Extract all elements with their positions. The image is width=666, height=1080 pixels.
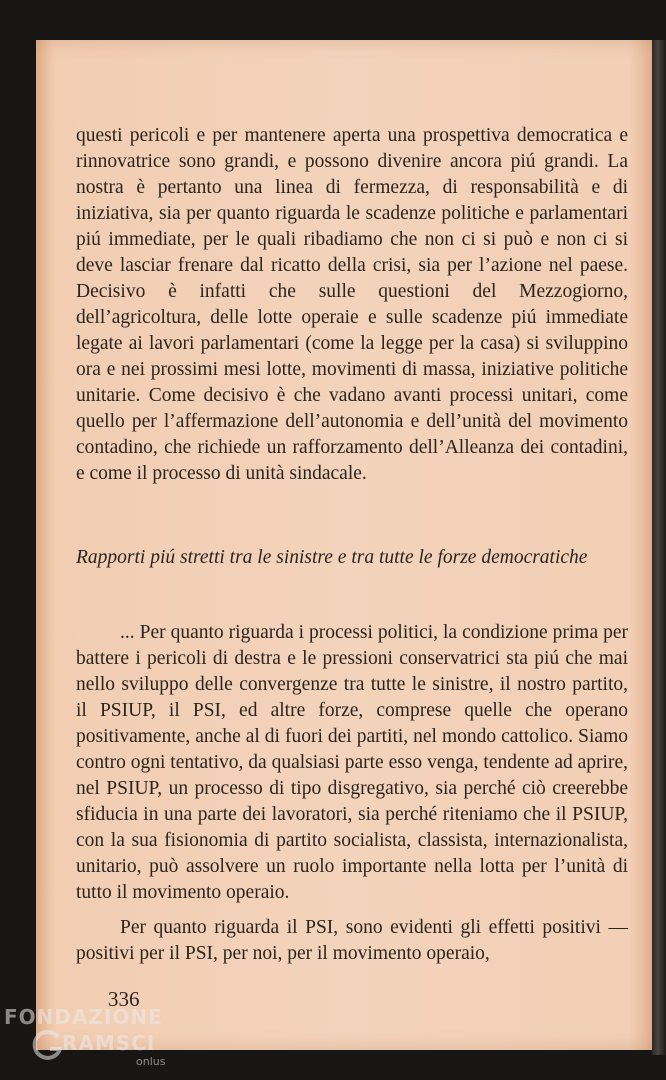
paragraph-1-text: questi pericoli e per mantenere aperta una prospettiva democratica e rinnovatrice sono grandi, e possono divenire ancora piú grandi. La nostra è pertanto una linea di fermezza, di responsabilità e di iniziativa, sia per quanto riguarda le scadenze politiche e parlamentari piú immediate, per le quali ribadiamo che non ci si può e non ci si deve lasciar frenare dal ricatto della crisi, sia per l’azione nel paese. Decisivo è infatti che sulle questioni del Mezzogiorno, dell’agricoltura, delle lotte operaie e sulle scadenze piú immediate legate ai lavori parlamentari (come la legge per la casa) si sviluppino ora e nei prossimi mesi lotte, movimenti di massa, iniziative politiche unitarie. Come decisivo è che vadano avanti processi unitari, come quello per l’affermazione dell’autonomia e dell’unità del movimento contadino, che richiede un rafforzamento dell’Alleanza dei contadini, e come il processo di unità sindacale. [76,125,628,484]
watermark-line-1: FONDAZIONE [4,1005,163,1029]
fondazione-gramsci-watermark [4,1005,204,1075]
paragraph-2-text: ... Per quanto riguarda i processi politici, la condizione prima per battere i pericoli di destra e le pressioni conservatrici sta piú che mai nello sviluppo delle convergenze tra tutte le sinistre, il nostro partito, il PSIUP, il PSI, ed altre forze, comprese quelle che operano positivamente, anche al di fuori dei partiti, nel mondo cattolico. Siamo contro ogni tentativo, da qualsiasi parte esso venga, tendente ad aprire, nel PSIUP, un processo di tipo disgregativo, sia perché ciò creerebbe sfiducia in una parte dei lavoratori, sia perché riteniamo che il PSIUP, con la sua fisionomia di partito socialista, classista, internazionalista, unitario, può assolvere un ruolo importante nella lotta per l’unità di tutto il movimento operaio. [76,622,628,903]
page-edge [652,40,666,1055]
paragraph-3-text: Per quanto riguarda il PSI, sono evidenti gli effetti positivi — positivi per il PSI, per noi, per il movimento operaio, [76,917,628,964]
watermark-line-2: RAMSCI [62,1031,156,1055]
section-heading: Rapporti piú stretti tra le sinistre e tra tutte le forze democratiche [76,547,588,568]
body-paragraph-1 [76,123,628,487]
page-number: 336 [108,987,140,1011]
body-paragraph-3 [76,915,628,967]
watermark-onlus: onlus [136,1055,166,1068]
body-paragraph-2 [76,620,628,906]
gramsci-g-logo-icon [30,1027,66,1063]
